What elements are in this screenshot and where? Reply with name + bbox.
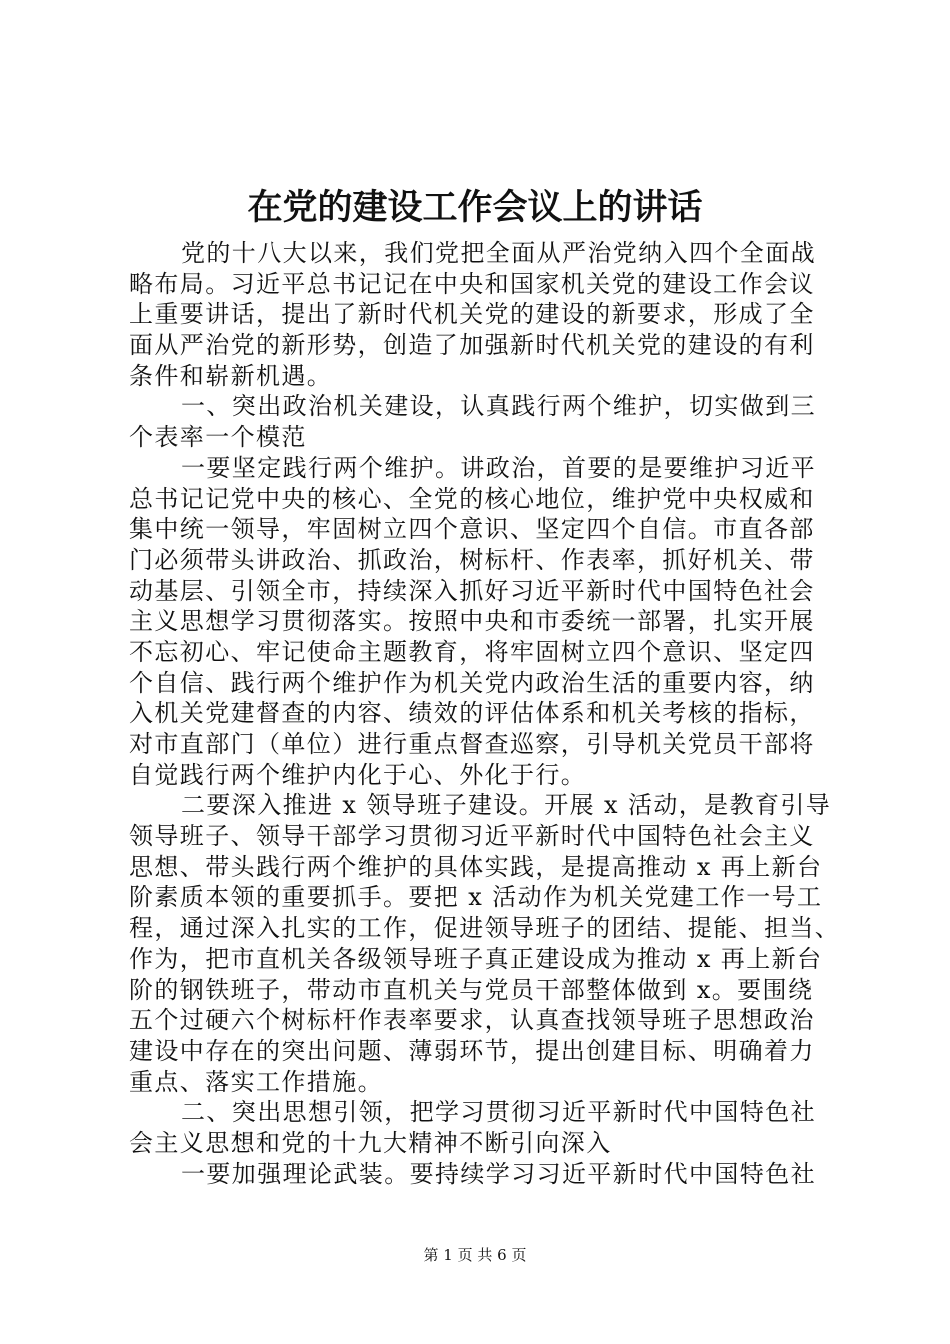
body-line: 会主义思想和党的十九大精神不断引向深入 xyxy=(129,1128,612,1157)
body-line: 个自信、践行两个维护作为机关党内政治生活的重要内容，纳 xyxy=(129,668,815,697)
body-line: 略布局。习近平总书记记在中央和国家机关党的建设工作会议 xyxy=(129,269,815,298)
body-line: 阶的钢铁班子，带动市直机关与党员干部整体做到 x。要围绕 xyxy=(129,975,814,1004)
body-line: 不忘初心、牢记使命主题教育，将牢固树立四个意识、坚定四 xyxy=(129,637,815,666)
document-body xyxy=(129,238,839,1189)
body-line: 阶素质本领的重要抓手。要把 x 活动作为机关党建工作一号工 xyxy=(129,883,823,912)
body-line: 五个过硬六个树标杆作表率要求，认真查找领导班子思想政治 xyxy=(129,1006,815,1035)
body-line: 主义思想学习贯彻落实。按照中央和市委统一部署，扎实开展 xyxy=(129,607,815,636)
body-line: 个表率一个模范 xyxy=(129,423,307,452)
body-line: 集中统一领导，牢固树立四个意识、坚定四个自信。市直各部 xyxy=(129,515,815,544)
body-line: 建设中存在的突出问题、薄弱环节，提出创建目标、明确着力 xyxy=(129,1036,815,1065)
body-line: 门必须带头讲政治、抓政治，树标杆、作表率，抓好机关、带 xyxy=(129,545,815,574)
body-line: 面从严治党的新形势，创造了加强新时代机关党的建设的有利 xyxy=(129,331,815,360)
body-line: 一要坚定践行两个维护。讲政治，首要的是要维护习近平 xyxy=(181,453,816,482)
body-line: 对市直部门（单位）进行重点督查巡察，引导机关党员干部将 xyxy=(129,730,815,758)
body-line: 二要深入推进 x 领导班子建设。开展 x 活动，是教育引导 xyxy=(181,791,832,820)
body-line: 一、突出政治机关建设，认真践行两个维护，切实做到三 xyxy=(181,392,816,421)
body-line: 领导班子、领导干部学习贯彻习近平新时代中国特色社会主义 xyxy=(129,822,815,851)
body-line: 自觉践行两个维护内化于心、外化于行。 xyxy=(129,760,587,789)
body-line: 总书记记党中央的核心、全党的核心地位，维护党中央权威和 xyxy=(129,484,815,513)
document-title: 在党的建设工作会议上的讲话 xyxy=(247,187,703,228)
body-line: 思想、带头践行两个维护的具体实践，是提高推动 x 再上新台 xyxy=(129,852,823,881)
body-line: 入机关党建督查的内容、绩效的评估体系和机关考核的指标， xyxy=(129,699,815,728)
body-line: 作为，把市直机关各级领导班子真正建设成为推动 x 再上新台 xyxy=(129,944,823,973)
body-line: 上重要讲话，提出了新时代机关党的建设的新要求，形成了全 xyxy=(129,300,815,329)
body-line: 党的十八大以来，我们党把全面从严治党纳入四个全面战 xyxy=(181,239,816,267)
body-line: 二、突出思想引领，把学习贯彻习近平新时代中国特色社 xyxy=(181,1098,816,1127)
body-line: 重点、落实工作措施。 xyxy=(129,1067,383,1096)
body-line: 一要加强理论武装。要持续学习习近平新时代中国特色社 xyxy=(181,1159,816,1188)
body-line: 动基层、引领全市，持续深入抓好习近平新时代中国特色社会 xyxy=(129,576,815,605)
body-line: 条件和崭新机遇。 xyxy=(129,361,333,390)
body-line: 程，通过深入扎实的工作，促进领导班子的团结、提能、担当、 xyxy=(129,914,841,943)
page-footer: 第 1 页 共 6 页 xyxy=(423,1246,527,1264)
